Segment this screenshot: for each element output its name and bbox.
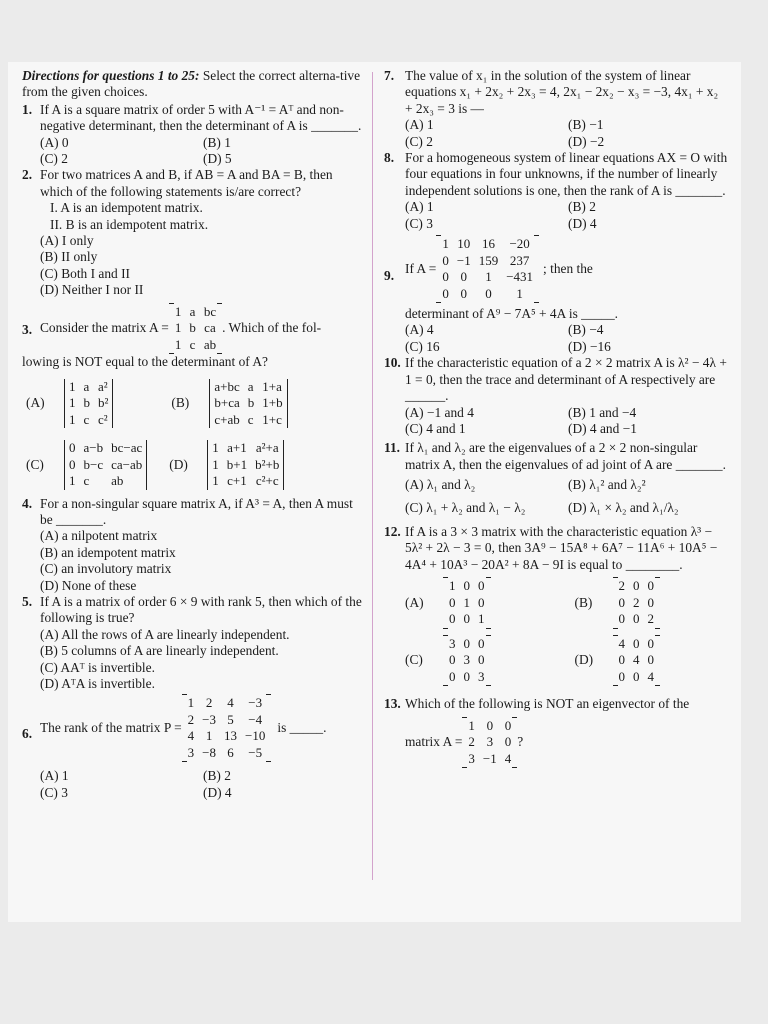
option-d[interactable]: (D) Neither I nor II: [40, 282, 144, 298]
directions-text: Select the correct alterna-tive from the given choices.: [22, 68, 361, 100]
column-divider: [372, 72, 373, 880]
matrix-row: [210, 395, 287, 412]
matrix-cell: 1: [174, 336, 182, 352]
matrix-cell: 0: [449, 594, 456, 610]
option-d[interactable]: (D) 4: [568, 215, 597, 231]
matrix-cell: 0: [463, 635, 470, 651]
options: [405, 322, 728, 355]
matrix-cell: 1+c: [262, 411, 282, 427]
matrix-row: [171, 337, 220, 354]
matrix-row: [171, 304, 220, 321]
matrix-cell: 1: [212, 473, 219, 489]
matrix-row: [65, 412, 113, 429]
matrix-cell: 0: [647, 594, 654, 610]
option-c-determinant: [64, 440, 147, 490]
question-text: If λ₁ and λ₂ are the eigenvalues of a 2 × 2 non-singular matrix A, then the eigenvalues of ad joint of A are _______.: [405, 440, 726, 472]
matrix-row: [65, 440, 147, 457]
matrix-cell: 0: [478, 578, 485, 594]
left-column: [22, 68, 365, 801]
option-a[interactable]: (A) I only: [40, 233, 94, 249]
matrix-cell: −10: [245, 728, 266, 744]
question-text: The value of x₁ in the solution of the system of linear equations x₁ + 2x₂ + 2x₃ = 4, 2x₁ − 2x₂ − x₃ = −3, 4x₁ + x₂ + 2x₃ = 3 is —: [405, 68, 719, 116]
option-d[interactable]: (D) λ₁ × λ₂ and λ₁/λ₂: [568, 499, 679, 515]
option-b[interactable]: (B) 1 and −4: [568, 404, 637, 420]
matrix-cell: ab: [111, 473, 124, 489]
option-a[interactable]: (A): [405, 594, 424, 610]
matrix-cell: −1: [456, 252, 471, 268]
matrix-row: [184, 712, 270, 729]
matrix-cell: 1+b: [262, 395, 283, 411]
matrix-row: [445, 595, 489, 612]
question-text-post: is _____.: [277, 720, 327, 736]
matrix-row: [445, 578, 489, 595]
matrix-row: [464, 718, 515, 735]
statement-1: I. A is an idempotent matrix.: [50, 200, 203, 216]
matrix-row: [208, 440, 284, 457]
question-6: [22, 694, 365, 801]
option-a[interactable]: (A) 1: [405, 117, 434, 133]
matrix-cell: 2: [647, 611, 654, 627]
question-number: 1.: [22, 101, 33, 117]
question-number: 10.: [384, 355, 401, 371]
question-number: 12.: [384, 523, 401, 539]
matrix-cell: a²: [98, 378, 108, 394]
option-d[interactable]: (D) None of these: [40, 577, 137, 593]
matrix-cell: 10: [457, 236, 471, 252]
matrix-row: [615, 652, 659, 669]
question-8: [384, 150, 728, 232]
matrix-cell: a: [83, 378, 90, 394]
matrix-cell: a+bc: [214, 378, 240, 394]
option-b[interactable]: (B) −4: [568, 322, 604, 338]
matrix-cell: 1: [69, 411, 76, 427]
matrix-cell: a: [247, 378, 254, 394]
option-a[interactable]: (A) a nilpotent matrix: [40, 528, 158, 544]
matrix-cell: 16: [481, 236, 495, 252]
question-stem: [40, 303, 365, 355]
matrix-cell: bc: [203, 303, 217, 319]
options: [405, 405, 728, 438]
option-d-determinant: [207, 440, 284, 490]
option-d[interactable]: (D) −16: [568, 338, 611, 354]
matrix-cell: 1: [442, 236, 449, 252]
matrix-cell: 3: [463, 652, 470, 668]
option-d[interactable]: (D) AᵀA is invertible.: [40, 676, 155, 692]
option-c[interactable]: (C): [26, 456, 44, 472]
options-row-1: [22, 377, 365, 431]
matrix-cell: 1: [69, 473, 76, 489]
question-stem: [405, 717, 728, 769]
question-text-post: ?: [517, 734, 524, 750]
option-b[interactable]: (B) 1: [203, 134, 231, 150]
matrix-row: [184, 728, 270, 745]
matrix-cell: 0: [504, 717, 512, 733]
question-text: For a homogeneous system of linear equations AX = O with four equations in four unknowns, if the number of linearly independent solutions is one, then the rank of A is _______.: [405, 150, 728, 198]
matrix-cell: 0: [633, 578, 640, 594]
option-a[interactable]: (A) 0: [40, 134, 69, 150]
options: [40, 768, 365, 801]
question-text-cont: determinant of A⁹ − 7A⁵ + 4A is _____.: [405, 306, 619, 322]
statement-2: II. B is an idempotent matrix.: [50, 216, 209, 232]
option-b[interactable]: (B) 5 columns of A are linearly independent.: [40, 643, 279, 659]
matrix-cell: 0: [463, 668, 470, 684]
options: [40, 135, 365, 168]
matrix-row: [65, 395, 113, 412]
matrix-cell: 4: [227, 695, 234, 711]
matrix-cell: c: [83, 473, 90, 489]
option-a[interactable]: (A) All the rows of A are linearly independent.: [40, 626, 290, 642]
matrix-row: [445, 611, 489, 628]
statements: [40, 200, 365, 233]
matrix-cell: 159: [478, 252, 499, 268]
matrix-cell: c: [247, 411, 254, 427]
matrix-cell: −3: [248, 695, 263, 711]
matrix-cell: 1: [205, 728, 213, 744]
matrix-cell: a+1: [227, 440, 247, 456]
matrix-cell: 3: [478, 668, 485, 684]
matrix-cell: b+1: [226, 456, 248, 472]
matrix-row: [438, 269, 537, 286]
option-c[interactable]: (C) λ₁ + λ₂ and λ₁ − λ₂: [405, 499, 526, 515]
option-c[interactable]: (C) AAᵀ is invertible.: [40, 659, 155, 675]
matrix-cell: 1: [463, 594, 470, 610]
matrix-cell: 6: [227, 744, 234, 760]
matrix-cell: −1: [482, 750, 497, 766]
matrix-cell: 0: [618, 611, 625, 627]
matrix-cell: 3: [486, 734, 494, 750]
option-a-determinant: [64, 379, 113, 429]
question-text-pre: Consider the matrix A =: [40, 320, 169, 336]
option-c[interactable]: (C) 2: [40, 151, 68, 167]
option-c[interactable]: (C) 3: [405, 215, 433, 231]
question-13: [384, 696, 728, 768]
matrix-cell: 1: [212, 456, 219, 472]
matrix-row: [445, 652, 489, 669]
matrix-cell: c²: [98, 411, 108, 427]
matrix-row: [438, 286, 537, 303]
matrix-cell: −8: [202, 744, 217, 760]
question-2: [22, 167, 365, 298]
matrix-cell: bc−ac: [111, 440, 143, 456]
matrix-cell: b−c: [83, 456, 104, 472]
option-c[interactable]: (C) 4 and 1: [405, 420, 466, 436]
question-text: For two matrices A and B, if AB = A and BA = B, then which of the following statements is/are correct?: [40, 167, 333, 199]
option-b[interactable]: (B) −1: [568, 117, 604, 133]
matrix-cell: ca: [204, 320, 216, 336]
question-number: 7.: [384, 68, 395, 83]
matrix-row: [65, 457, 147, 474]
question-number: 4.: [22, 495, 33, 511]
matrix-cell: 0: [449, 652, 456, 668]
matrix-row: [171, 320, 220, 337]
question-number: 11.: [384, 440, 400, 456]
right-column: [384, 68, 728, 768]
options-row-1: [405, 577, 728, 629]
matrix-cell: 1: [174, 303, 182, 319]
question-text-pre: If A =: [405, 260, 437, 276]
question-text-pre: matrix A =: [405, 734, 463, 750]
matrix-cell: 3: [449, 635, 456, 651]
option-c-matrix: [443, 635, 491, 687]
option-b[interactable]: (B) II only: [40, 249, 98, 265]
option-a[interactable]: (A) 4: [405, 322, 434, 338]
matrix-cell: 4: [618, 635, 625, 651]
question-text-cont: lowing is NOT equal to the determinant of A?: [22, 354, 268, 370]
matrix-cell: 0: [478, 635, 485, 651]
option-c[interactable]: (C): [405, 652, 423, 668]
options: [405, 477, 728, 516]
matrix-row: [464, 734, 515, 751]
matrix-cell: 0: [478, 652, 485, 668]
question-text: If A is a matrix of order 6 × 9 with rank 5, then which of the following is true?: [40, 594, 362, 626]
matrix-cell: −4: [248, 711, 263, 727]
option-c[interactable]: (C) an involutory matrix: [40, 561, 172, 577]
matrix-row: [210, 379, 287, 396]
option-d[interactable]: (D) 5: [203, 151, 232, 167]
question-number: 9.: [384, 268, 395, 284]
matrix-cell: −3: [202, 711, 217, 727]
option-d-matrix: [613, 635, 661, 687]
question-9: [384, 235, 728, 355]
matrix-cell: c+1: [227, 473, 247, 489]
option-a[interactable]: (A) −1 and 4: [405, 404, 474, 420]
matrix-cell: 2: [633, 594, 640, 610]
option-a-matrix: [443, 577, 491, 629]
question-text: If the characteristic equation of a 2 × 2 matrix A is λ² − 4λ + 1 = 0, then the trace and determinant of A respectively are ______.: [405, 355, 727, 404]
matrix-cell: 1: [69, 395, 76, 411]
option-a[interactable]: (A): [26, 395, 45, 411]
matrix-cell: b²: [98, 395, 109, 411]
matrix-cell: c: [83, 411, 90, 427]
matrix-cell: 0: [618, 594, 625, 610]
matrix-cell: 0: [460, 269, 468, 285]
matrix-row: [615, 595, 659, 612]
question-text: If A is a square matrix of order 5 with A⁻¹ = Aᵀ and non-negative determinant, then the determinant of A is _______.: [40, 101, 362, 134]
matrix-cell: 0: [647, 578, 654, 594]
matrix-cell: 237: [509, 252, 530, 268]
question-5: [22, 594, 365, 692]
matrix-cell: ca−ab: [111, 456, 143, 472]
matrix-row: [438, 253, 537, 270]
matrix-a: [169, 303, 222, 355]
options: [405, 199, 728, 232]
matrix-cell: 0: [463, 611, 470, 627]
matrix-row: [445, 636, 489, 653]
matrix-cell: 2: [205, 695, 213, 711]
option-b[interactable]: (B) 2: [203, 768, 231, 784]
matrix-cell: 0: [442, 269, 449, 285]
matrix-cell: a: [189, 303, 196, 319]
matrix-cell: 0: [618, 668, 625, 684]
matrix-cell: a−b: [83, 440, 104, 456]
matrix-row: [208, 457, 284, 474]
matrix-cell: c²+c: [255, 473, 279, 489]
question-text: For a non-singular square matrix A, if A³ = A, then A must be _______.: [40, 495, 353, 527]
option-d[interactable]: (D) 4 and −1: [568, 420, 637, 436]
matrix-cell: 0: [442, 285, 449, 301]
matrix-cell: 0: [618, 652, 625, 668]
matrix-cell: 0: [449, 611, 456, 627]
matrix-cell: 1: [468, 717, 475, 733]
matrix-cell: 0: [633, 635, 640, 651]
matrix-cell: 0: [460, 285, 468, 301]
matrix-cell: 4: [647, 668, 654, 684]
option-b-determinant: [209, 379, 287, 429]
matrix-row: [65, 379, 113, 396]
matrix-cell: 0: [647, 652, 654, 668]
option-a[interactable]: (A) λ₁ and λ₂: [405, 477, 476, 493]
question-11: [384, 440, 728, 516]
option-b[interactable]: (B): [574, 594, 593, 610]
matrix-row: [438, 236, 537, 253]
options: [405, 117, 728, 150]
matrix-cell: 1: [516, 285, 523, 301]
question-text-pre: The rank of the matrix P =: [40, 720, 182, 736]
matrix-cell: ab: [203, 336, 217, 352]
matrix-cell: b: [83, 395, 90, 411]
option-d[interactable]: (D) −2: [568, 133, 605, 149]
option-b[interactable]: (B) an idempotent matrix: [40, 544, 176, 560]
option-c[interactable]: (C) 3: [40, 784, 68, 800]
matrix-cell: 0: [633, 611, 640, 627]
matrix-cell: 1: [69, 378, 76, 394]
matrix-cell: a²+a: [255, 440, 279, 456]
matrix-cell: 2: [618, 578, 625, 594]
question-text: If A is a 3 × 3 matrix with the characteristic equation λ³ − 5λ² + 2λ − 3 = 0, then 3A⁹ − 15A⁸ + 6A⁷ − 11A⁶ + 10A⁵ − 4A⁴ + 10A³ − 20A² + 8A − 9I is equal to ________.: [405, 523, 718, 572]
matrix-cell: 0: [442, 252, 449, 268]
matrix-row: [184, 745, 270, 762]
directions-label: Directions for questions 1 to 25:: [22, 68, 200, 83]
matrix-row: [65, 473, 147, 490]
matrix-cell: 13: [224, 728, 238, 744]
question-number: 5.: [22, 594, 33, 610]
matrix-cell: 1: [187, 695, 195, 711]
matrix-cell: 1: [212, 440, 219, 456]
matrix-row: [615, 578, 659, 595]
question-stem: [40, 694, 365, 762]
matrix-cell: 0: [486, 717, 494, 733]
option-c[interactable]: (C) Both I and II: [40, 265, 130, 281]
question-number: 6.: [22, 726, 33, 742]
matrix-cell: 2: [468, 734, 475, 750]
matrix-cell: 0: [69, 456, 76, 472]
option-b-matrix: [613, 577, 661, 629]
matrix-cell: 0: [449, 668, 456, 684]
directions: [22, 68, 365, 101]
matrix-cell: 1: [174, 320, 182, 336]
matrix-cell: 3: [187, 744, 195, 760]
matrix-cell: c: [189, 336, 196, 352]
matrix-cell: 0: [485, 285, 492, 301]
question-7: [384, 68, 728, 150]
matrix-cell: b: [247, 395, 255, 411]
option-d[interactable]: (D) 4: [203, 784, 232, 800]
matrix-row: [464, 751, 515, 768]
matrix-cell: 1: [449, 578, 456, 594]
question-4: [22, 496, 365, 594]
question-number: 2.: [22, 167, 33, 183]
matrix-cell: 1+a: [262, 378, 282, 394]
matrix-cell: b²+b: [255, 456, 280, 472]
question-number: 8.: [384, 150, 395, 166]
option-c[interactable]: (C) 16: [405, 338, 440, 354]
question-10: [384, 355, 728, 437]
question-stem: [405, 235, 728, 303]
matrix-cell: b: [189, 320, 196, 336]
question-text-post: . Which of the fol-: [222, 320, 322, 336]
matrix-cell: 0: [647, 635, 654, 651]
matrix-cell: 1: [478, 611, 485, 627]
question-number: 13.: [384, 696, 401, 712]
matrix-cell: −5: [248, 744, 263, 760]
matrix-cell: 5: [227, 711, 234, 727]
matrix-cell: 3: [468, 750, 475, 766]
matrix-cell: b+ca: [214, 395, 240, 411]
matrix-row: [615, 669, 659, 686]
matrix-cell: 4: [504, 750, 512, 766]
matrix-row: [210, 412, 287, 429]
matrix-cell: −431: [506, 269, 534, 285]
matrix-cell: 0: [633, 668, 640, 684]
question-12: [384, 524, 728, 686]
matrix-a: [462, 717, 517, 769]
option-b[interactable]: (B) 2: [568, 199, 596, 215]
option-d[interactable]: (D): [169, 456, 188, 472]
matrix-row: [184, 695, 270, 712]
option-b[interactable]: (B) λ₁² and λ₂²: [568, 477, 646, 493]
option-d[interactable]: (D): [574, 652, 594, 668]
matrix-cell: 4: [187, 728, 195, 744]
question-text: Which of the following is NOT an eigenvector of the: [405, 696, 690, 712]
option-a[interactable]: (A) 1: [405, 199, 434, 215]
matrix-row: [615, 611, 659, 628]
matrix-cell: 1: [485, 269, 492, 285]
question-3: [22, 303, 365, 492]
matrix-cell: −20: [509, 236, 530, 252]
question-1: [22, 102, 365, 168]
question-text-post: ; then the: [543, 260, 593, 276]
matrix-cell: 0: [463, 578, 470, 594]
matrix-cell: 4: [633, 652, 640, 668]
matrix-cell: 2: [187, 711, 195, 727]
option-a[interactable]: (A) 1: [40, 768, 69, 784]
matrix-cell: 0: [69, 440, 76, 456]
matrix-p: [182, 694, 272, 762]
options-row-2: [405, 635, 728, 687]
question-number: 3.: [22, 321, 33, 337]
option-c[interactable]: (C) 2: [405, 133, 433, 149]
matrix-cell: 0: [478, 594, 485, 610]
matrix-cell: c+ab: [214, 411, 240, 427]
matrix-cell: 0: [504, 734, 512, 750]
matrix-a: [436, 235, 539, 303]
matrix-row: [615, 636, 659, 653]
matrix-row: [445, 669, 489, 686]
option-b[interactable]: (B): [171, 395, 190, 411]
options-row-2: [22, 438, 365, 492]
matrix-row: [208, 473, 284, 490]
